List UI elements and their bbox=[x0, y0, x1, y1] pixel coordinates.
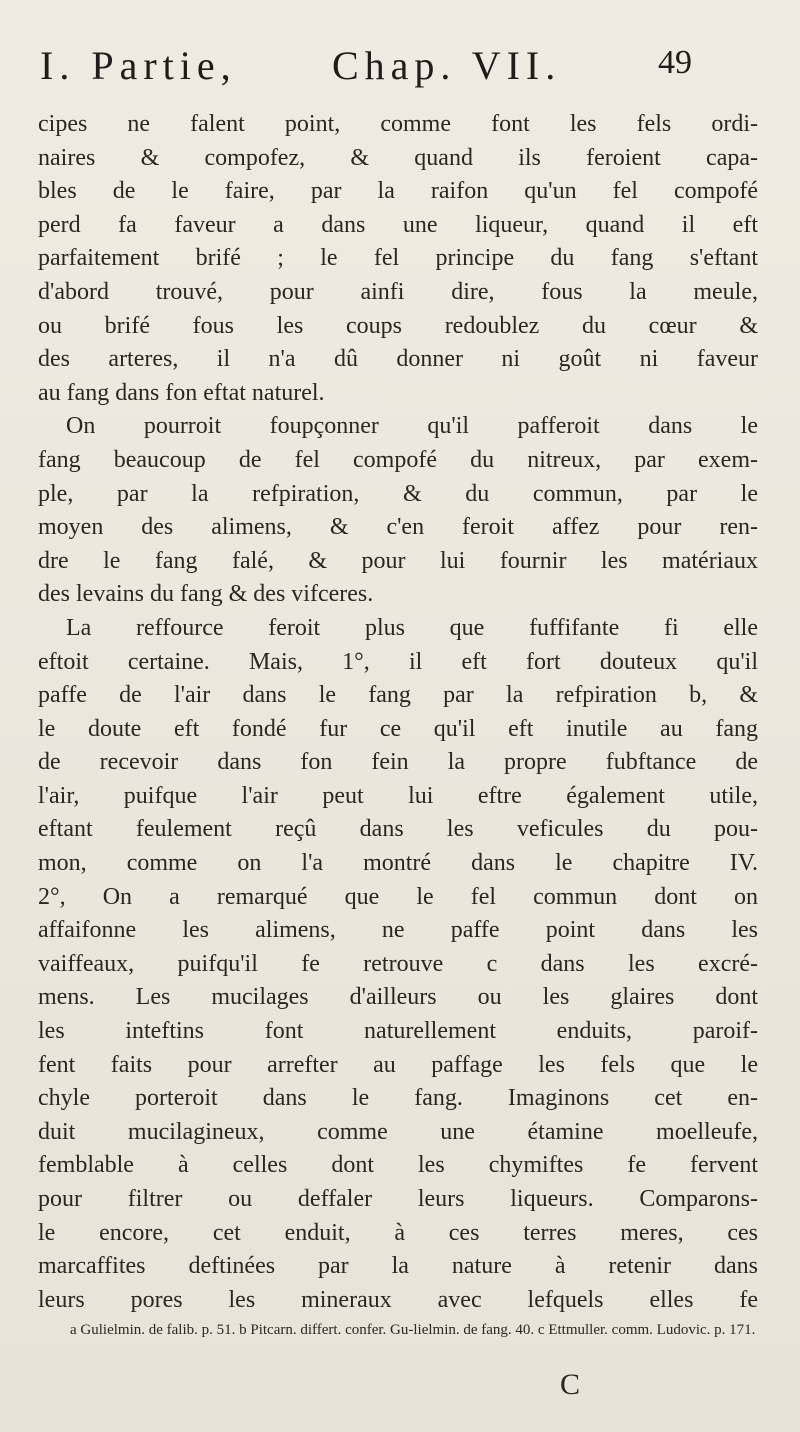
text-line: naires & compofez, & quand ils feroient capa- bbox=[38, 144, 758, 171]
text-line: paffe de l'air dans le fang par la refpiration b, & bbox=[38, 682, 758, 709]
text-line: ple, par la refpiration, & du commun, par le bbox=[38, 480, 758, 507]
text-line: d'abord trouvé, pour ainfi dire, fous la meule, bbox=[38, 278, 758, 305]
text-line: duit mucilagineux, comme une étamine moelleufe, bbox=[38, 1118, 758, 1145]
body-text bbox=[38, 108, 758, 1317]
text-line: cipes ne falent point, comme font les fels ordi- bbox=[38, 111, 758, 137]
text-line: dre le fang falé, & pour lui fournir les matériaux bbox=[38, 547, 758, 574]
text-line: le doute eft fondé fur ce qu'il eft inutile au fang bbox=[38, 715, 758, 742]
catchword: C bbox=[560, 1368, 581, 1401]
text-line: le encore, cet enduit, à ces terres meres, ces bbox=[38, 1219, 758, 1246]
text-line: mon, comme on l'a montré dans le chapitre IV. bbox=[38, 850, 758, 877]
text-line: ou brifé fous les coups redoublez du cœur & bbox=[38, 312, 758, 339]
header-chapter: Chap. VII. bbox=[332, 43, 562, 88]
text-line: chyle porteroit dans le fang. Imaginons cet en- bbox=[38, 1085, 758, 1112]
text-line: des levains du fang & des vifceres. bbox=[38, 581, 374, 608]
text-line: leurs pores les mineraux avec lefquels elles fe bbox=[38, 1286, 758, 1313]
text-line: La reffource feroit plus que fuffifante fi elle bbox=[66, 614, 758, 641]
text-line: perd fa faveur a dans une liqueur, quand il eft bbox=[38, 211, 758, 238]
text-line: l'air, puifque l'air peut lui eftre également utile, bbox=[38, 782, 758, 809]
text-line: eftoit certaine. Mais, 1°, il eft fort douteux qu'il bbox=[38, 648, 758, 675]
footnote: a Gulielmin. de falib. p. 51. b Pitcarn. differt. confer. Gu-lielmin. de fang. 40. c Ettmuller. comm. Ludovic. p. 171. bbox=[70, 1322, 756, 1338]
text-line: les inteftins font naturellement enduits, paroif- bbox=[38, 1018, 758, 1045]
text-line: femblable à celles dont les chymiftes fe fervent bbox=[38, 1152, 758, 1179]
text-line: On pourroit foupçonner qu'il pafferoit dans le bbox=[66, 413, 758, 440]
text-line: pour filtrer ou deffaler leurs liqueurs. Comparons- bbox=[38, 1186, 758, 1212]
text-line: eftant feulement reçû dans les veficules du pou- bbox=[38, 816, 758, 843]
text-line: fent faits pour arrefter au paffage les fels que le bbox=[38, 1051, 758, 1078]
text-line: bles de le faire, par la raifon qu'un fel compofé bbox=[38, 178, 758, 205]
text-line: 2°, On a remarqué que le fel commun dont on bbox=[38, 883, 758, 910]
text-line: marcaffites deftinées par la nature à retenir dans bbox=[38, 1253, 758, 1280]
text-line: fang beaucoup de fel compofé du nitreux, par exem- bbox=[38, 446, 758, 473]
header-part: I. Partie, bbox=[40, 43, 237, 88]
text-line: affaifonne les alimens, ne paffe point dans les bbox=[38, 917, 758, 944]
page-number: 49 bbox=[658, 44, 692, 81]
text-line: vaiffeaux, puifqu'il fe retrouve c dans les excré- bbox=[38, 950, 758, 977]
text-line: moyen des alimens, & c'en feroit affez pour ren- bbox=[38, 514, 758, 541]
running-header bbox=[40, 42, 740, 102]
text-line: des arteres, il n'a dû donner ni goût ni faveur bbox=[38, 346, 758, 373]
text-line: de recevoir dans fon fein la propre fubftance de bbox=[38, 749, 758, 776]
text-line: parfaitement brifé ; le fel principe du fang s'eftant bbox=[38, 245, 758, 272]
text-line: mens. Les mucilages d'ailleurs ou les glaires dont bbox=[38, 984, 758, 1011]
text-line: au fang dans fon eftat naturel. bbox=[38, 379, 325, 406]
